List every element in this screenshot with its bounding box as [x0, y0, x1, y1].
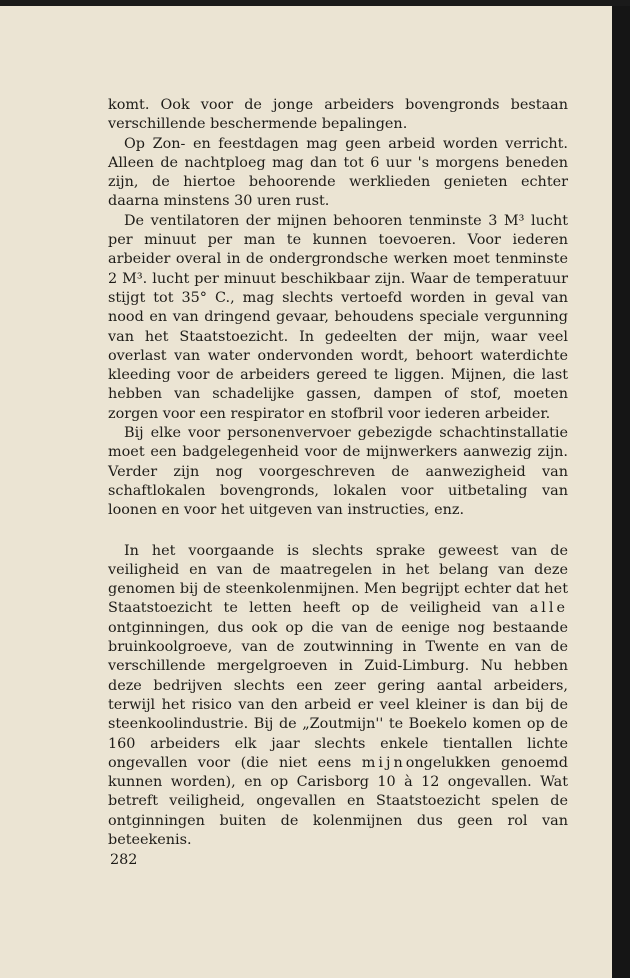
paragraph-5-part-1: In het voorgaande is slechts sprake geweest van de veiligheid en van de maatregelen in het belang van deze genomen bij de steenkolenmijnen. Men begrijpt echter dat het Staatstoezicht te letten heeft op de veiligheid van: [108, 542, 568, 617]
scan-edge: [0, 0, 630, 6]
paragraph-5: [108, 542, 568, 851]
paragraph-5-part-3: ongelukken genoemd kunnen worden), en op Carisborg 10 à 12 ongevallen. Wat betreft veiligheid, ongevallen en Staatstoezicht spelen de ontginningen buiten de kolenmijnen dus geen rol van beteekenis.: [108, 754, 568, 848]
paragraph-2: Op Zon- en feestdagen mag geen arbeid worden verricht. Alleen de nachtploeg mag dan tot 6 uur 's morgens beneden zijn, de hiertoe behoorende werklieden genieten echter daarna minstens 30 uren rust.: [108, 135, 568, 210]
paragraph-4: Bij elke voor personenvervoer gebezigde schachtinstallatie moet een badgelegenheid voor de mijnwerkers aanwezig zijn. Verder zijn nog voorgeschreven de aanwezigheid van schaftlokalen bovengronds, lokalen voor uitbetaling van loonen en voor het uitgeven van instructies, enz.: [108, 425, 568, 519]
paragraph-1: komt. Ook voor de jonge arbeiders bovengronds bestaan verschillende beschermende bepalingen.: [108, 97, 568, 133]
body-text: [108, 96, 568, 850]
emphasis-alle: alle: [529, 600, 568, 617]
paragraph-5-part-2: ontginningen, dus ook op die van de eenige nog bestaande bruinkoolgroeve, van de zoutwinning in Twente en van de verschillende mergelgroeven in Zuid-Limburg. Nu hebben deze bedrijven slechts een zeer gering aantal arbeiders, terwijl het risico van den arbeid er veel kleiner is dan bij de steenkoolindustrie. Bij de „Zoutmijn'' te Boekelo komen op de 160 arbeiders elk jaar slechts enkele tientallen lichte ongevallen voor (die niet eens: [108, 619, 568, 771]
paragraph-3: De ventilatoren der mijnen behooren tenminste 3 M³ lucht per minuut per man te kunnen toevoeren. Voor iederen arbeider overal in de ondergrondsche werken moet tenminste 2 M³. lucht per minuut beschikbaar zijn. Waar de temperatuur stijgt tot 35° C., mag slechts vertoefd worden in geval van nood en van dringend gevaar, behoudens speciale vergunning van het Staatstoezicht. In gedeelten der mijn, waar veel overlast van water ondervonden wordt, behoort waterdichte kleeding voor de arbeiders gereed te liggen. Mijnen, die last hebben van schadelijke gassen, dampen of stof, moeten zorgen voor een respirator en stofbril voor iederen arbeider.: [108, 212, 568, 422]
page-number: 282: [110, 852, 138, 868]
emphasis-mijn: mijn: [361, 754, 406, 771]
book-spine: [612, 0, 630, 978]
